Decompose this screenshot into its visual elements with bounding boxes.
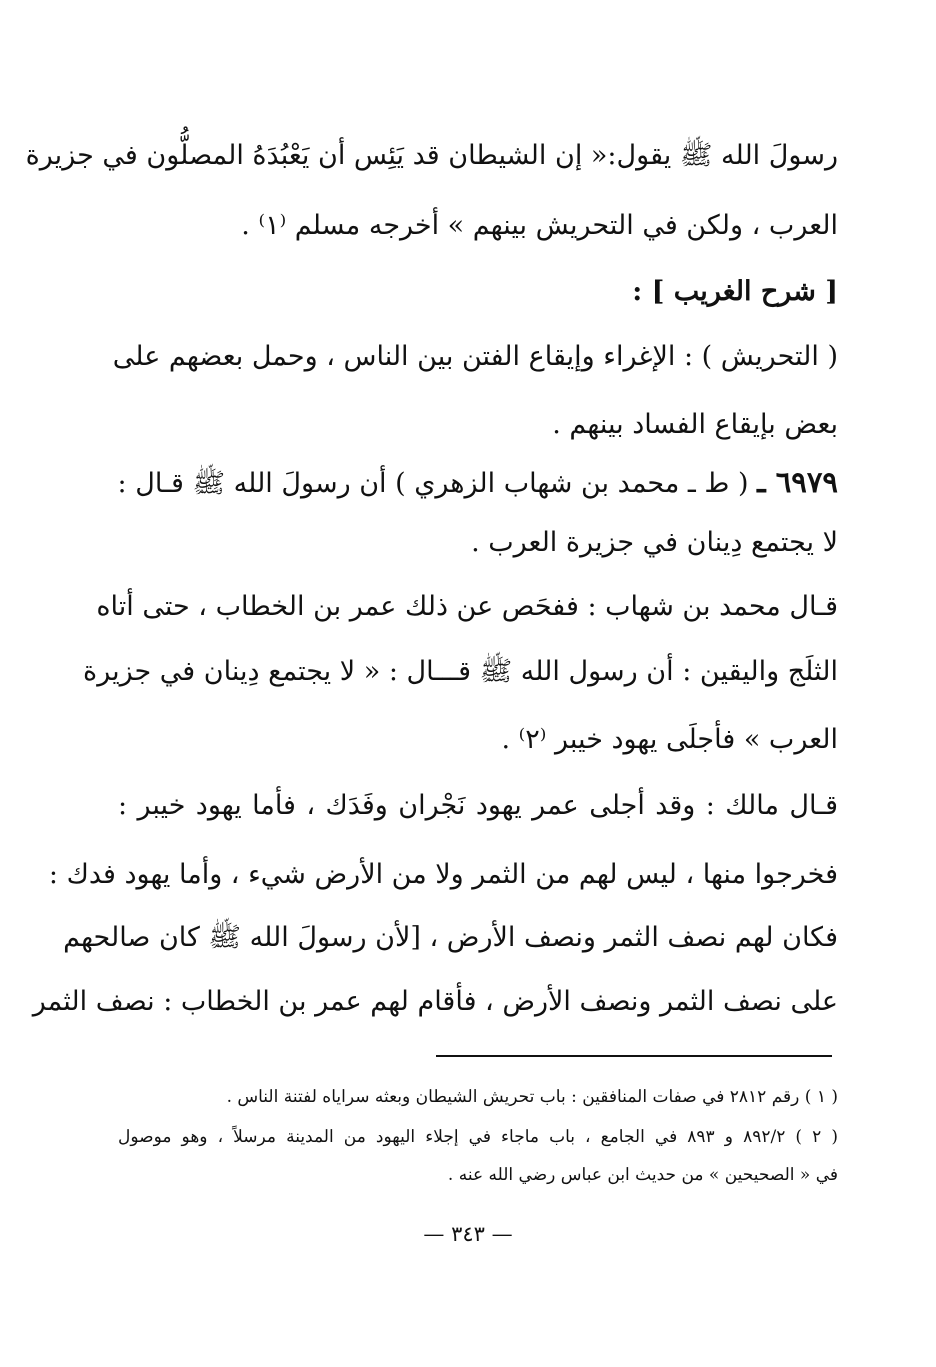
text-line-1: رسولَ الله ﷺ يقول:« إن الشيطان قد يَئِس أن يَعْبُدَهُ المصلُّون في جزيرة	[25, 140, 838, 171]
text-line-11: قـال مالك : وقد أجلى عمر يهود نَجْران وفَدَك ، فأما يهود خيبر :	[118, 790, 838, 821]
text-line-8: قـال محمد بن شهاب : ففحَص عن ذلك عمر بن الخطاب ، حتى أتاه	[96, 591, 838, 622]
page-number: — ٣٤٣ —	[423, 1222, 513, 1246]
text-line-2: العرب ، ولكن في التحريش بينهم » أخرجه مسلم ⁽١⁾ .	[241, 210, 838, 241]
footnote-1: ( ١ ) رقم ٢٨١٢ في صفات المنافقين : باب تحريش الشيطان وبعثه سراياه لفتنة الناس .	[226, 1087, 838, 1107]
text-line-5: بعض بإيقاع الفساد بينهم .	[552, 409, 838, 440]
text-line-7: لا يجتمع دِينان في جزيرة العرب .	[471, 527, 838, 558]
text-line-4: ( التحريش ) : الإغراء وإيقاع الفتن بين الناس ، وحمل بعضهم على	[112, 341, 838, 372]
hadith-header-text: ( ط ـ محمد بن شهاب الزهري ) أن رسولَ الله ﷺ قـال :	[117, 468, 749, 499]
text-line-9: الثلَج واليقين : أن رسول الله ﷺ قـــال : « لا يجتمع دِينان في جزيرة	[83, 656, 838, 687]
footnote-2-continued: في « الصحيحين » من حديث ابن عباس رضي الله عنه .	[447, 1165, 838, 1185]
footnote-2: ( ٢ ) ٨٩٢/٢ و ٨٩٣ في الجامع ، باب ماجاء في إجلاء اليهود من المدينة مرسلاً ، وهو موصول	[118, 1127, 838, 1147]
text-line-13: فكان لهم نصف الثمر ونصف الأرض ، [لأن رسولَ الله ﷺ كان صالحهم	[63, 922, 838, 953]
hadith-header	[118, 462, 838, 502]
section-heading: [ شرح الغريب ] :	[632, 276, 838, 307]
hadith-number: ٦٩٧٩ ـ	[757, 465, 838, 499]
footnote-divider	[436, 1055, 832, 1057]
text-line-14: على نصف الثمر ونصف الأرض ، فأقام لهم عمر بن الخطاب : نصف الثمر	[32, 986, 838, 1017]
text-line-10: العرب » فأجلَى يهود خيبر ⁽٢⁾ .	[501, 724, 838, 755]
text-line-12: فخرجوا منها ، ليس لهم من الثمر ولا من الأرض شيء ، وأما يهود فدك :	[48, 859, 838, 890]
